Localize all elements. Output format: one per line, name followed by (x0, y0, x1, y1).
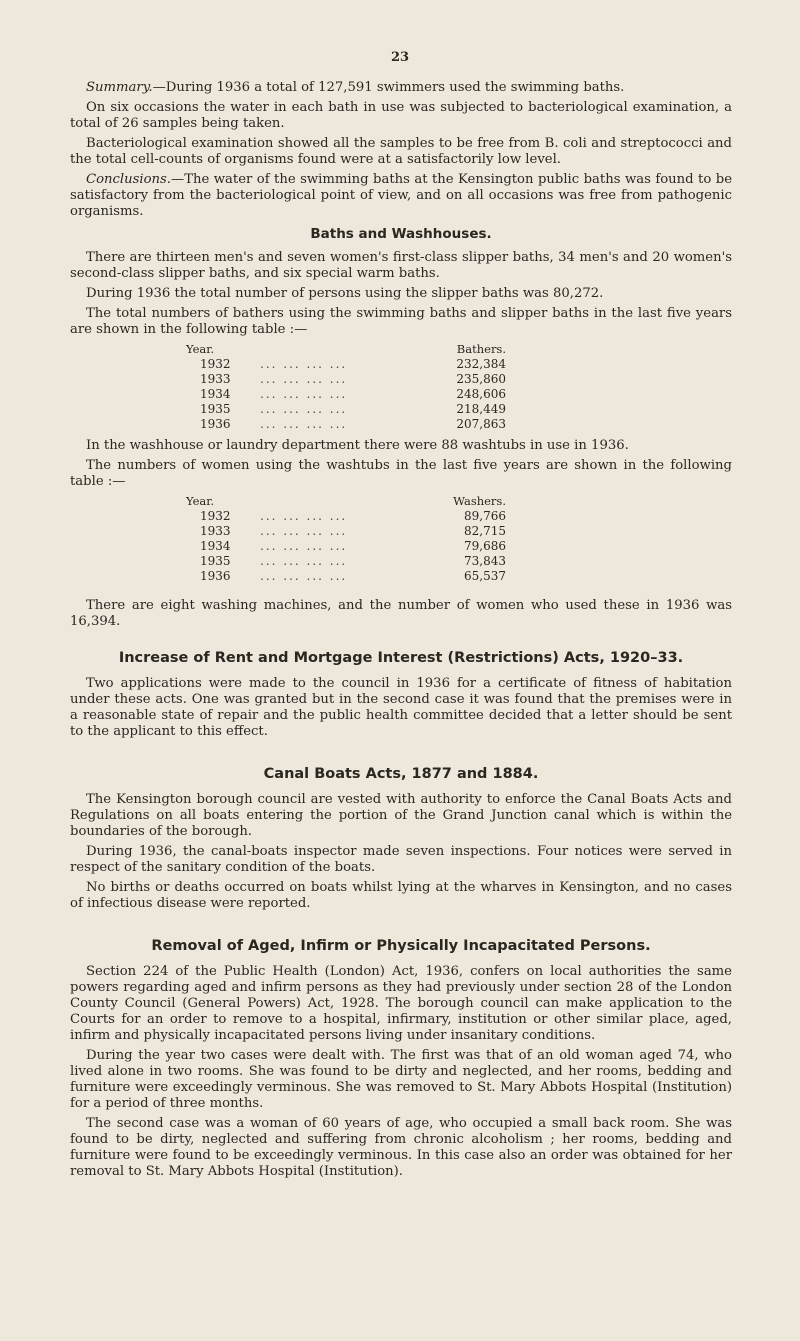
table-row (186, 539, 506, 554)
summary-lead: Summary. (86, 80, 153, 95)
samples-paragraph: On six occasions the water in each bath in use was subjected to bacteriological examination, a total of 26 samples being taken. (70, 100, 732, 131)
bathers-col-value: Bathers. (456, 342, 506, 356)
row-leader: ... ... ... ... (260, 357, 348, 371)
removal-paragraph-3: The second case was a woman of 60 years of age, who occupied a small back room. She was found to be dirty, neglected and suffering from chronic alcoholism ; her rooms, bedding and furniture were found to be exceedingly verminous. In this case also an order was obtained for her removal to St. Mary Abbots Hospital (Institution). (70, 1116, 732, 1179)
conclusions-text: —The water of the swimming baths at the Kensington public baths was found to be satisfactory from the bacteriological point of view, and on all occasions was free from pathogenic organisms. (70, 172, 732, 219)
canal-paragraph-3: No births or deaths occurred on boats whilst lying at the wharves in Kensington, and no cases of infectious disease were reported. (70, 880, 732, 911)
row-leader: ... ... ... ... (260, 509, 348, 523)
table-row (186, 554, 506, 569)
row-value: 248,606 (456, 387, 506, 401)
baths-paragraph-1: There are thirteen men's and seven women's first-class slipper baths, 34 men's and 20 women's second-class slipper baths, and six special warm baths. (70, 250, 732, 281)
row-year: 1935 (200, 554, 231, 568)
row-leader: ... ... ... ... (260, 554, 348, 568)
heading-canal-boats: Canal Boats Acts, 1877 and 1884. (263, 766, 539, 782)
heading-rent-acts: Increase of Rent and Mortgage Interest (Restrictions) Acts, 1920–33. (118, 650, 684, 666)
row-value: 82,715 (464, 524, 506, 538)
row-year: 1935 (200, 402, 231, 416)
table-row (186, 417, 506, 432)
row-value: 207,863 (456, 417, 506, 431)
row-value: 65,537 (464, 569, 506, 583)
row-value: 79,686 (464, 539, 506, 553)
row-year: 1933 (200, 372, 231, 386)
table-row (186, 524, 506, 539)
row-value: 218,449 (456, 402, 506, 416)
row-leader: ... ... ... ... (260, 524, 348, 538)
bathers-col-year: Year. (186, 342, 215, 356)
page-number: 23 (390, 50, 410, 65)
row-leader: ... ... ... ... (260, 402, 348, 416)
row-value: 89,766 (464, 509, 506, 523)
row-year: 1933 (200, 524, 231, 538)
row-leader: ... ... ... ... (260, 539, 348, 553)
washing-machines-paragraph: There are eight washing machines, and the number of women who used these in 1936 was 16,394. (70, 598, 732, 629)
bacteriology-paragraph: Bacteriological examination showed all the samples to be free from B. coli and streptococci and the total cell-counts of organisms found were at a satisfactorily low level. (70, 136, 732, 167)
baths-paragraph-3: The total numbers of bathers using the swimming baths and slipper baths in the last five years are shown in the following table :— (70, 306, 732, 337)
row-leader: ... ... ... ... (260, 569, 348, 583)
row-year: 1936 (200, 569, 231, 583)
conclusions-lead: Conclusions. (86, 172, 171, 187)
table-row (186, 387, 506, 402)
canal-paragraph-2: During 1936, the canal-boats inspector made seven inspections. Four notices were served in respect of the sanitary condition of the boats. (70, 844, 732, 875)
table-row (186, 569, 506, 584)
washhouse-paragraph-1: In the washhouse or laundry department there were 88 washtubs in use in 1936. (86, 438, 629, 453)
rent-paragraph: Two applications were made to the council in 1936 for a certificate of fitness of habitation under these acts. One was granted but in the second case it was found that the premises were in a reasonable state of repair and the public health committee decided that a letter should be sent to the applicant to this effect. (70, 676, 732, 739)
washers-table (186, 494, 506, 584)
table-row (186, 509, 506, 524)
row-leader: ... ... ... ... (260, 417, 348, 431)
conclusions-paragraph (70, 172, 732, 220)
removal-paragraph-2: During the year two cases were dealt with. The first was that of an old woman aged 74, who lived alone in two rooms. She was found to be dirty and neglected, and her rooms, bedding and furniture were exceedingly verminous. She was removed to St. Mary Abbots Hospital (Institution) for a period of three months. (70, 1048, 732, 1111)
summary-paragraph (70, 80, 732, 96)
canal-paragraph-1: The Kensington borough council are vested with authority to enforce the Canal Boats Acts and Regulations on all boats entering the portion of the Grand Junction canal which is within the boundaries of the borough. (70, 792, 732, 839)
bathers-table (186, 342, 506, 432)
baths-paragraph-2: During 1936 the total number of persons using the slipper baths was 80,272. (86, 286, 604, 301)
table-row (186, 402, 506, 417)
row-leader: ... ... ... ... (260, 372, 348, 386)
row-year: 1932 (200, 357, 231, 371)
table-row (186, 372, 506, 387)
row-value: 232,384 (456, 357, 506, 371)
summary-text: —During 1936 a total of 127,591 swimmers used the swimming baths. (152, 80, 625, 95)
heading-baths-washhouses: Baths and Washhouses. (310, 226, 492, 242)
row-year: 1936 (200, 417, 231, 431)
row-leader: ... ... ... ... (260, 387, 348, 401)
row-year: 1934 (200, 539, 231, 553)
washhouse-paragraph-2: The numbers of women using the washtubs in the last five years are shown in the following table :— (70, 458, 732, 489)
row-value: 235,860 (456, 372, 506, 386)
removal-paragraph-1: Section 224 of the Public Health (London) Act, 1936, confers on local authorities the same powers regarding aged and infirm persons as they had previously under section 28 of the London County Council (General Powers) Act, 1928. The borough council can make application to the Courts for an order to remove to a hospital, infirmary, institution or other similar place, aged, infirm and physically incapacitated persons living under insanitary conditions. (70, 964, 732, 1043)
row-year: 1934 (200, 387, 231, 401)
washers-col-year: Year. (186, 494, 215, 508)
heading-removal-aged: Removal of Aged, Infirm or Physically Incapacitated Persons. (151, 938, 651, 954)
row-value: 73,843 (464, 554, 506, 568)
table-row (186, 357, 506, 372)
row-year: 1932 (200, 509, 231, 523)
washers-col-value: Washers. (453, 494, 506, 508)
page-content (70, 80, 732, 1184)
